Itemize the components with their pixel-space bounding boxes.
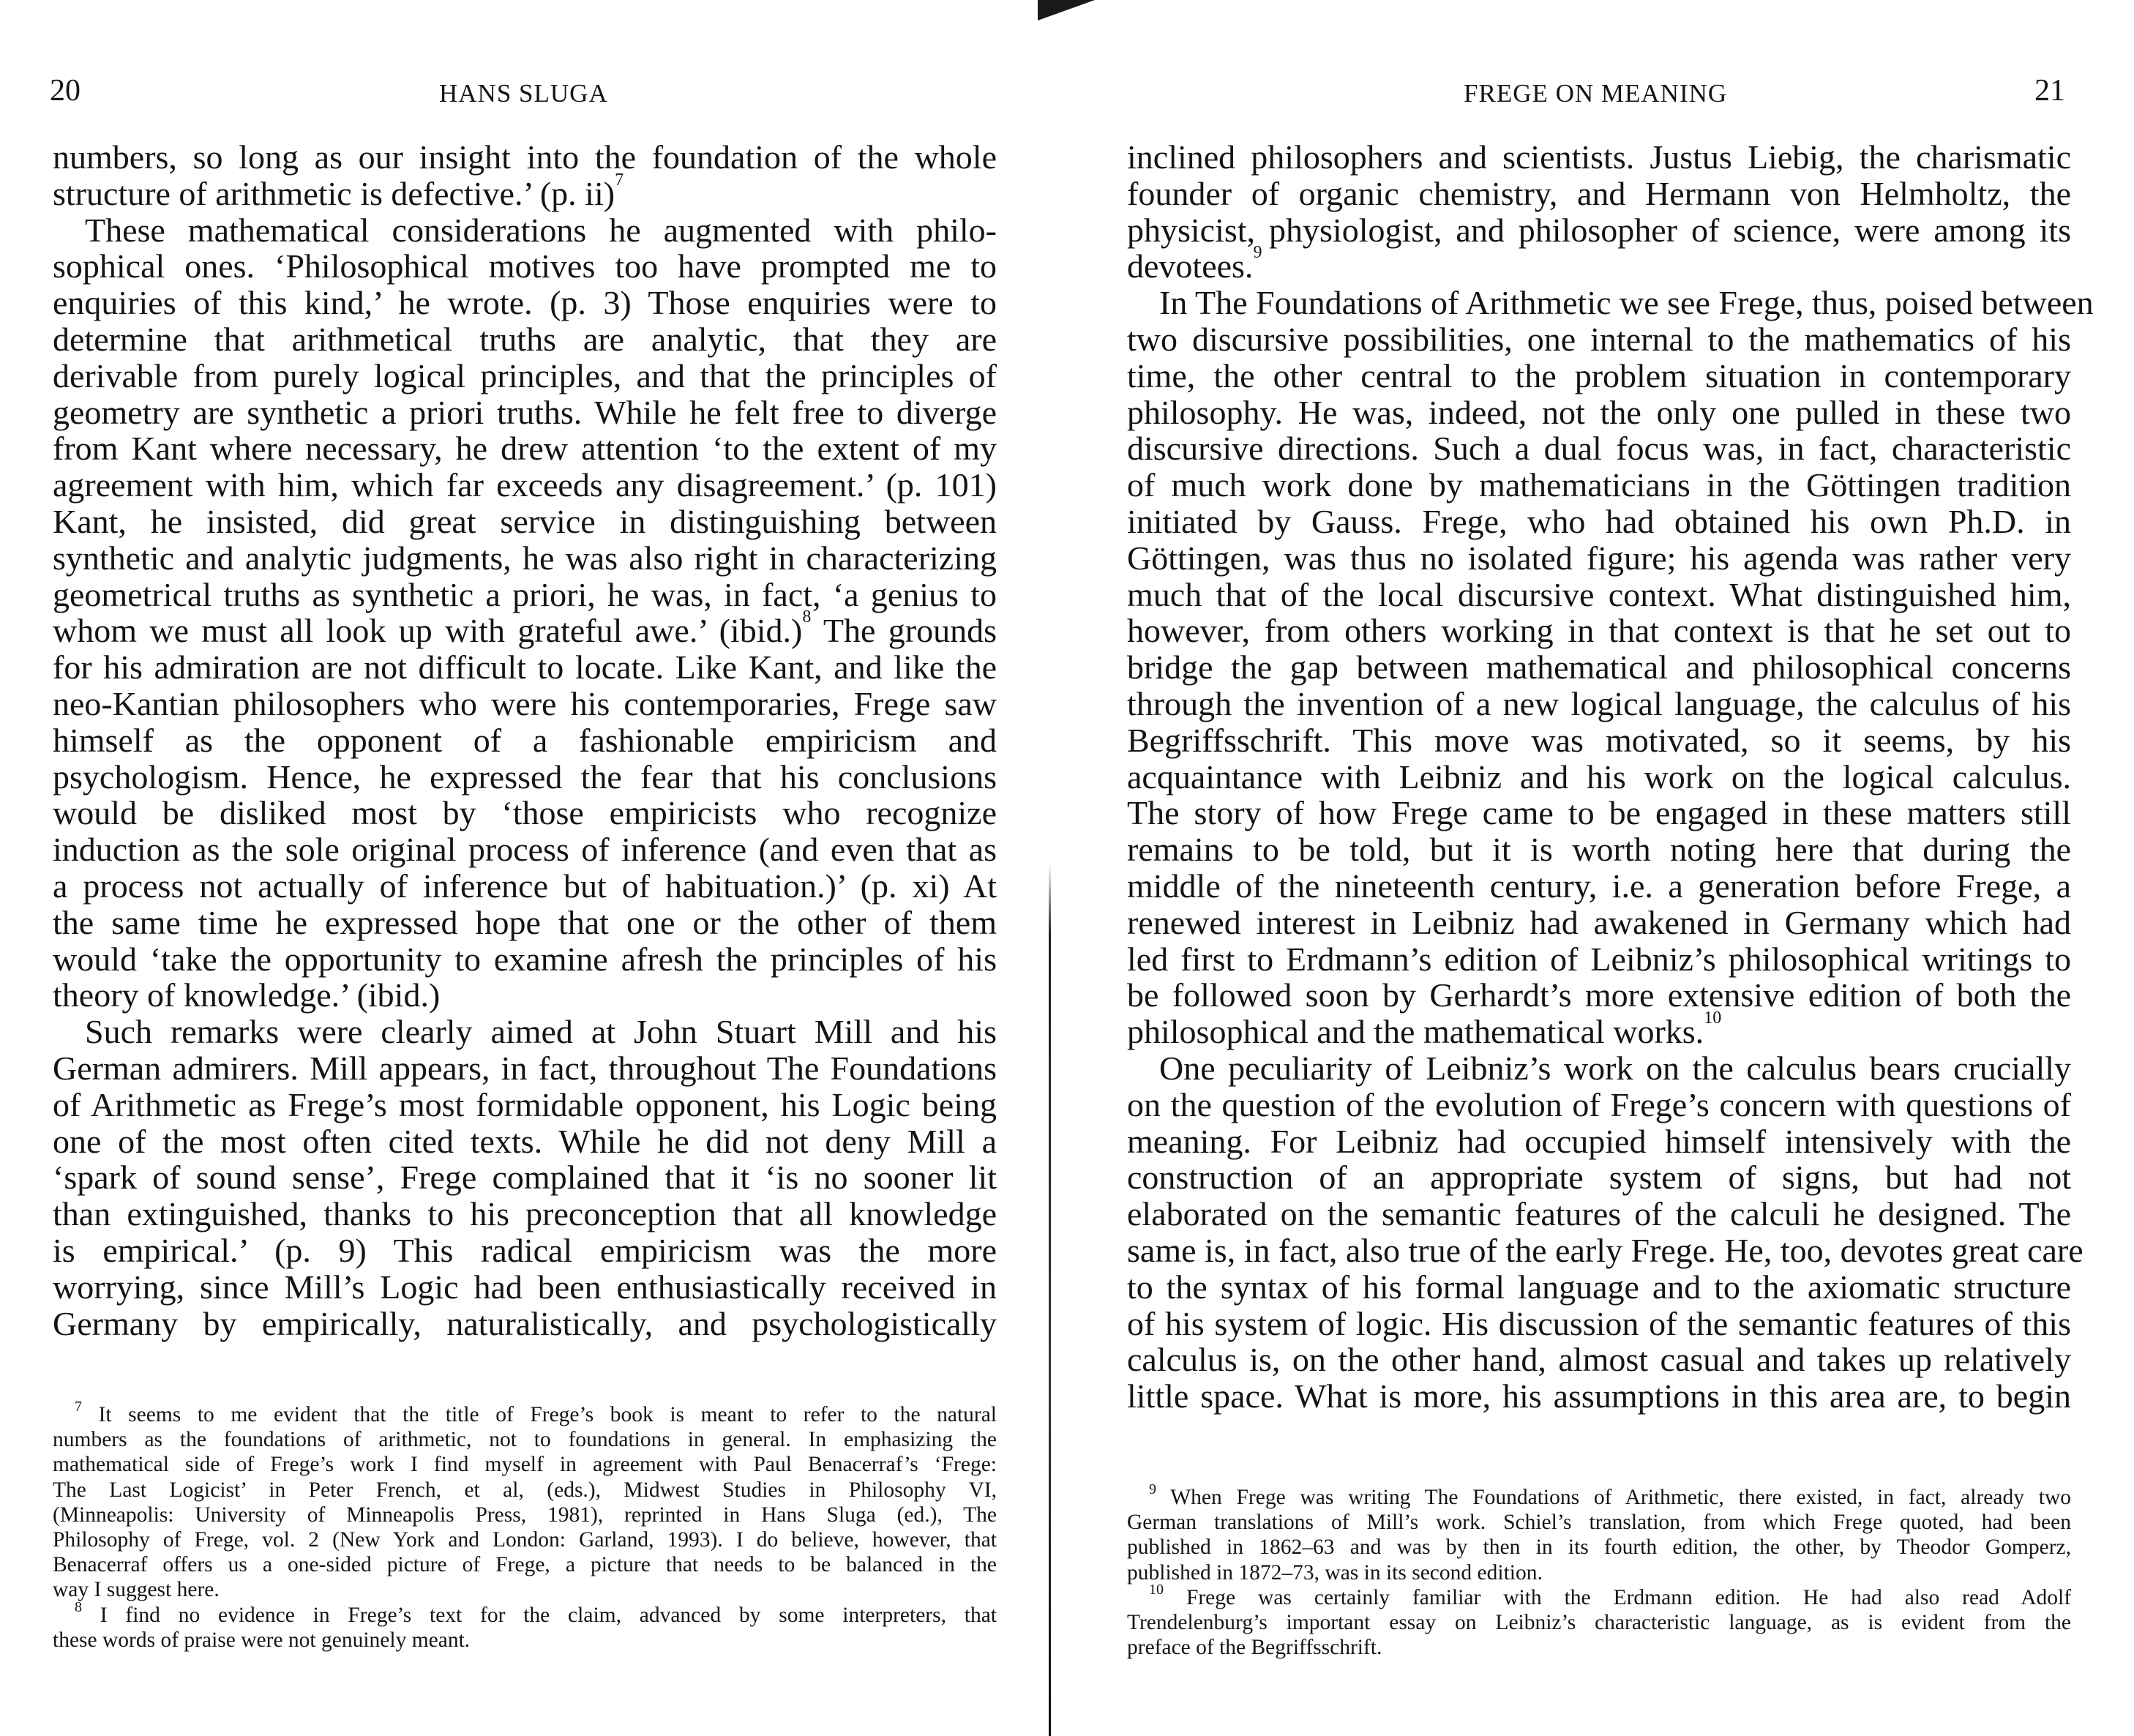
body-text (53, 139, 997, 1342)
text-line: German admirers. Mill appears, in fact, throughout The Foundations (53, 1049, 997, 1087)
text-line: induction as the sole original process of inference (and even that as (53, 831, 997, 869)
footnote-line: Trendelenburg’s important essay on Leibniz’s characteristic language, as is evident from the (1127, 1611, 2071, 1635)
text-line: agreement with him, which far exceeds any disagreement.’ (p. 101) (53, 466, 997, 504)
text-line: would ‘take the opportunity to examine afresh the principles of his (53, 940, 997, 978)
text-line: two discursive possibilities, one internal to the mathematics of his (1127, 320, 2071, 358)
text-line: be followed soon by Gerhardt’s more extensive edition of both the (1127, 976, 2071, 1014)
text-line: construction of an appropriate system of signs, but had not (1127, 1159, 2071, 1197)
footnote-number: 9 (1149, 1481, 1156, 1497)
footnote-line: numbers as the foundations of arithmetic, not to foundations in general. In emphasizing the (53, 1428, 997, 1452)
text-line: of his system of logic. His discussion of the semantic features of this (1127, 1304, 2071, 1342)
footnote-line: $^{10}$ Frege was certainly familiar with the Erdmann edition. He had also read Adolf (1149, 1581, 2072, 1609)
text-line: himself as the opponent of a fashionable empiricism and (53, 721, 997, 759)
text-line: renewed interest in Leibniz had awakened in Germany which had (1127, 903, 2071, 941)
text-line: remains to be told, but it is worth noting here that during the (1127, 831, 2071, 869)
text-line: to the syntax of his formal language and to the axiomatic structure (1127, 1268, 2071, 1306)
gutter-shadow (1049, 864, 1051, 1736)
text-line: initiated by Gauss. Frege, who had obtained his own Ph.D. in (1127, 502, 2071, 540)
footnote-ref[interactable]: 7 (615, 170, 624, 190)
text-line: inclined philosophers and scientists. Justus Liebig, the charismatic (1127, 138, 2071, 176)
text-line: enquiries of this kind,’ he wrote. (p. 3) Those enquiries were to (53, 284, 997, 322)
text-line: geometry are synthetic a priori truths. While he felt free to diverge (53, 393, 997, 431)
text-line: time, the other central to the problem situation in contemporary (1127, 356, 2071, 394)
text-line: ‘spark of sound sense’, Frege complained that it ‘is no sooner lit (53, 1159, 997, 1197)
text-line: structure of arithmetic is defective.’ (p. ii)$^7$ (53, 170, 624, 212)
text-line: would be disliked most by ‘those empiricists who recognize (53, 794, 997, 832)
text-line: bridge the gap between mathematical and philosophical concerns (1127, 648, 2071, 686)
footnote-line: published in 1862–63 and was by then in its fourth edition, the other, by Theodor Gomperz, (1127, 1535, 2071, 1560)
text-line: of Arithmetic as Frege’s most formidable opponent, his Logic being (53, 1085, 997, 1123)
text-line: Begriffsschrift. This move was motivated, so it seems, by his (1127, 721, 2071, 759)
text-line: theory of knowledge.’ (ibid.) (53, 976, 441, 1014)
footnote-line: (Minneapolis: University of Minneapolis Press, 1981), reprinted in Hans Sluga (ed.), The (53, 1503, 997, 1527)
footnotes (53, 1399, 997, 1653)
text-line: from Kant where necessary, he drew attention ‘to the extent of my (53, 430, 997, 468)
footnote-number: 10 (1149, 1581, 1164, 1598)
text-line: led first to Erdmann’s edition of Leibniz’s philosophical writings to (1127, 940, 2071, 978)
text-line: one of the most often cited texts. While he did not deny Mill a (53, 1122, 997, 1160)
footnote-line: $^9$ When Frege was writing The Foundations of Arithmetic, there existed, in fact, already two (1149, 1481, 2071, 1509)
text-line: philosophical and the mathematical works.$^{10}$ (1127, 1009, 1722, 1051)
text-line: In The Foundations of Arithmetic we see Frege, thus, poised between (1159, 284, 2094, 322)
text-line: middle of the nineteenth century, i.e. a generation before Frege, a (1127, 867, 2071, 905)
text-line: determine that arithmetical truths are analytic, that they are (53, 320, 997, 358)
footnote-number: 7 (75, 1399, 82, 1415)
footnote-line: $^8$ I find no evidence in Frege’s text for the claim, advanced by some interpreters, that (75, 1598, 997, 1627)
footnote-line: these words of praise were not genuinely meant. (53, 1628, 471, 1652)
footnote-line: way I suggest here. (53, 1578, 220, 1602)
text-line: One peculiarity of Leibniz’s work on the calculus bears crucially (1159, 1049, 2071, 1087)
page-number: 21 (2034, 74, 2065, 108)
text-line: Göttingen, was thus no isolated figure; his agenda was rather very (1127, 539, 2071, 577)
text-line: meaning. For Leibniz had occupied himself intensively with the (1127, 1122, 2071, 1160)
footnote-line: mathematical side of Frege’s work I find myself in agreement with Paul Benacerraf’s ‘Frege: (53, 1453, 997, 1477)
text-line: Such remarks were clearly aimed at John Stuart Mill and his (85, 1013, 997, 1051)
running-head: FREGE ON MEANING (1464, 79, 1728, 108)
footnote-ref[interactable]: 8 (802, 607, 812, 627)
text-line: The story of how Frege came to be engaged in these matters still (1127, 794, 2071, 832)
text-line: is empirical.’ (p. 9) This radical empiricism was the more (53, 1231, 997, 1269)
left-page (0, 0, 1047, 1736)
footnote-line: published in 1872–73, was in its second edition. (1127, 1560, 1543, 1585)
text-line: through the invention of a new logical language, the calculus of his (1127, 684, 2071, 722)
page-number: 20 (50, 74, 81, 108)
running-head: HANS SLUGA (439, 79, 608, 108)
text-line: psychologism. Hence, he expressed the fear that his conclusions (53, 757, 997, 796)
text-line: philosophy. He was, indeed, not the only one pulled in these two (1127, 393, 2071, 431)
text-line: geometrical truths as synthetic a priori, he was, in fact, ‘a genius to (53, 575, 997, 613)
footnote-ref[interactable]: 10 (1704, 1009, 1722, 1028)
footnote-line: $^7$ It seems to me evident that the title of Frege’s book is meant to refer to the natural (75, 1399, 997, 1426)
text-line: a process not actually of inference but of habituation.)’ (p. xi) At (53, 867, 997, 905)
text-line: whom we must all look up with grateful awe.’ (ibid.)$^8$ The grounds (53, 607, 997, 650)
text-line: These mathematical considerations he augmented with philo- (85, 211, 997, 249)
text-line: founder of organic chemistry, and Hermann von Helmholtz, the (1127, 174, 2071, 212)
text-line: however, from others working in that context is that he set out to (1127, 612, 2071, 650)
footnote-line: Philosophy of Frege, vol. 2 (New York and London: Garland, 1993). I do believe, however, that (53, 1528, 997, 1552)
footnotes (1127, 1481, 2072, 1660)
body-text (1127, 138, 2094, 1415)
footnote-ref[interactable]: 9 (1253, 243, 1262, 263)
text-line: devotees.$^9$ (1127, 243, 1262, 285)
text-line: little space. What is more, his assumptions in this area are, to begin (1127, 1377, 2071, 1415)
footnote-line: The Last Logicist’ in Peter French, et al, (eds.), Midwest Studies in Philosophy VI, (53, 1478, 997, 1502)
text-line: derivable from purely logical principles, and that the principles of (53, 356, 997, 394)
text-line: of much work done by mathematicians in the Göttingen tradition (1127, 466, 2071, 504)
text-line: than extinguished, thanks to his preconception that all knowledge (53, 1195, 997, 1233)
text-line: for his admiration are not difficult to locate. Like Kant, and like the (53, 648, 997, 686)
text-line: Germany by empirically, naturalistically, and psychologistically (53, 1304, 997, 1342)
text-line: acquaintance with Leibniz and his work on the logical calculus. (1127, 757, 2071, 796)
text-line: worrying, since Mill’s Logic had been enthusiastically received in (53, 1268, 997, 1306)
text-line: elaborated on the semantic features of the calculi he designed. The (1127, 1195, 2071, 1233)
footnote-line: German translations of Mill’s work. Schiel’s translation, from which Frege quoted, had been (1127, 1511, 2071, 1535)
text-line: same is, in fact, also true of the early Frege. He, too, devotes great care (1127, 1231, 2084, 1269)
text-line: synthetic and analytic judgments, he was also right in characterizing (53, 539, 997, 577)
text-line: sophical ones. ‘Philosophical motives too have prompted me to (53, 247, 997, 285)
text-line: Kant, he insisted, did great service in distinguishing between (53, 502, 997, 540)
footnote-number: 8 (75, 1598, 82, 1615)
text-line: physicist, physiologist, and philosopher of science, were among its (1127, 211, 2071, 249)
footnote-line: Benacerraf offers us a one-sided picture of Frege, a picture that needs to be balanced in the (53, 1553, 997, 1577)
text-line: calculus is, on the other hand, almost casual and takes up relatively (1127, 1341, 2071, 1379)
right-page (1054, 0, 2134, 1736)
footnote-line: preface of the Begriffsschrift. (1127, 1636, 1382, 1660)
text-line: discursive directions. Such a dual focus was, in fact, characteristic (1127, 430, 2071, 468)
text-line: numbers, so long as our insight into the foundation of the whole (53, 138, 997, 176)
text-line: on the question of the evolution of Frege’s concern with questions of (1127, 1085, 2071, 1123)
text-line: the same time he expressed hope that one or the other of them (53, 903, 997, 941)
text-line: neo-Kantian philosophers who were his contemporaries, Frege saw (53, 684, 997, 722)
text-line: much that of the local discursive context. What distinguished him, (1127, 575, 2071, 613)
